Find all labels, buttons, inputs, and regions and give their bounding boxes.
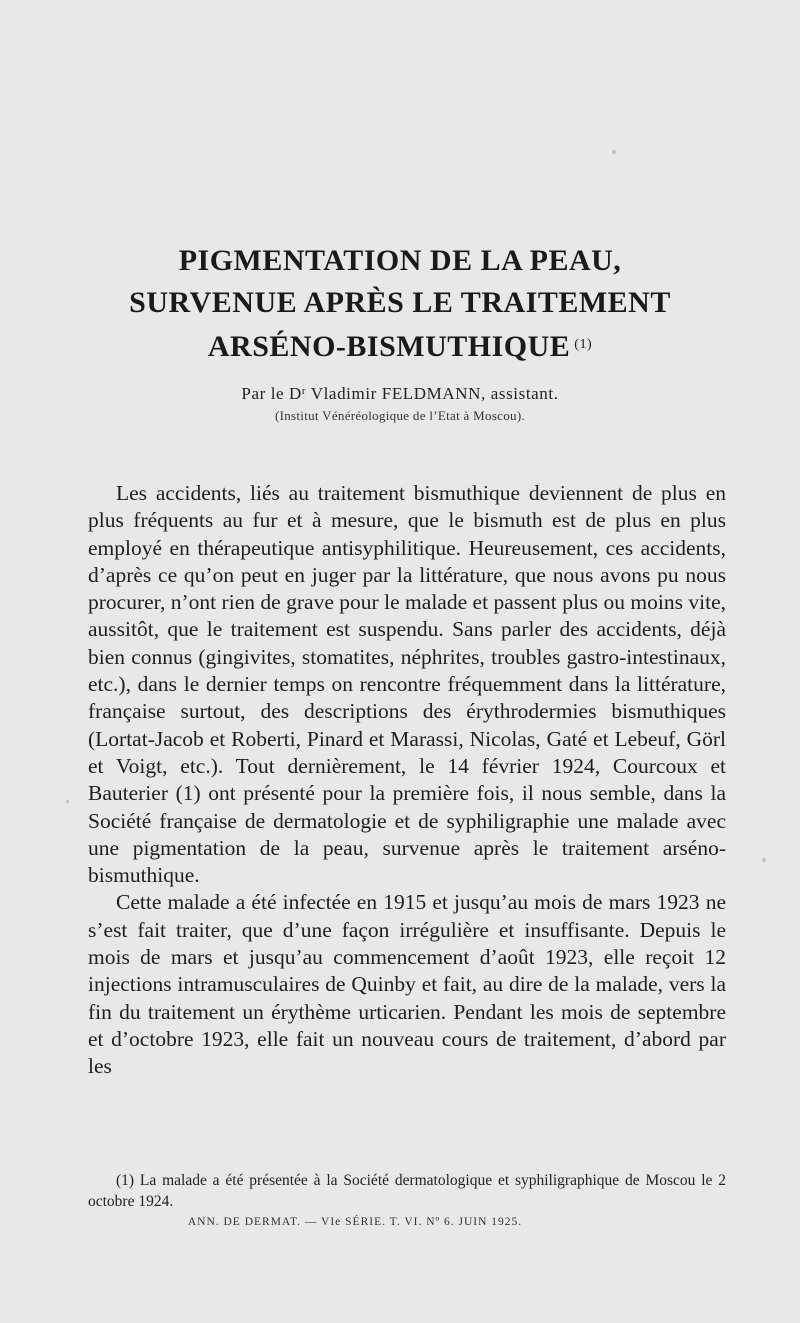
ink-speck <box>66 800 69 803</box>
byline-author: Vladimir FELDMANN, assistant. <box>310 384 559 403</box>
byline-prefix: Par le D <box>241 384 302 403</box>
title-line-2: SURVENUE APRÈS LE TRAITEMENT <box>129 286 671 319</box>
ink-speck <box>612 150 616 154</box>
article-body <box>88 480 726 1081</box>
body-paragraph-1: Les accidents, liés au traitement bismuthique deviennent de plus en plus fréquents au fur et à mesure, que le bismuth est de plus en plus employé en thérapeutique antisyphilitique. Heureusement, ces accidents, d’après ce qu’on peut en juger par la littérature, que nous avons pu nous procurer, n’ont rien de grave pour le malade et passent plus ou moins vite, aussitôt, que le traitement est suspendu. Sans parler des accidents, déjà bien connus (gingivites, stomatites, néphrites, troubles gastro-intestinaux, etc.), dans le dernier temps on rencontre fréquemment dans la littérature, française surtout, des descriptions des érythrodermies bismuthiques (Lortat-Jacob et Roberti, Pinard et Marassi, Nicolas, Gaté et Lebeuf, Görl et Voigt, etc.). Tout dernièrement, le 14 février 1924, Courcoux et Bauterier (1) ont présenté pour la première fois, il nous semble, dans la Société française de dermatologie et de syphiligraphie une malade avec une pigmentation de la peau, survenue après le traitement arséno-bismuthique. <box>88 481 726 888</box>
body-paragraph-2: Cette malade a été infectée en 1915 et jusqu’au mois de mars 1923 ne s’est fait traiter, que d’une façon irrégulière et insuffisante. Depuis le mois de mars et jusqu’au commencement d’août 1923, elle reçoit 12 injections intramusculaires de Quinby et fait, au dire de la malade, vers la fin du traitement un érythème urticarien. Pendant les mois de septembre et d’octobre 1923, elle fait un nouveau cours de traitement, d’abord par les <box>88 890 726 1079</box>
article-title <box>0 240 800 368</box>
title-line-3 <box>0 324 800 368</box>
ink-speck <box>762 858 766 862</box>
title-line-3-text: ARSÉNO-BISMUTHIQUE <box>207 330 571 363</box>
title-line-1: PIGMENTATION DE LA PEAU, <box>178 244 622 277</box>
title-footnote-ref[interactable]: (1) <box>574 337 593 352</box>
byline-dr-suffix: r <box>301 385 307 397</box>
footnote <box>88 1170 726 1212</box>
footnote-text: (1) La malade a été présentée à la Société dermatologique et syphiligraphique de Moscou le 2 octobre 1924. <box>88 1172 726 1210</box>
author-institute: (Institut Vénéréologique de l’Etat à Moscou). <box>274 408 526 423</box>
journal-reference: ANN. DE DERMAT. — VIe SÉRIE. T. VI. Nº 6. JUIN 1925. <box>187 1216 523 1228</box>
author-byline <box>0 384 800 404</box>
